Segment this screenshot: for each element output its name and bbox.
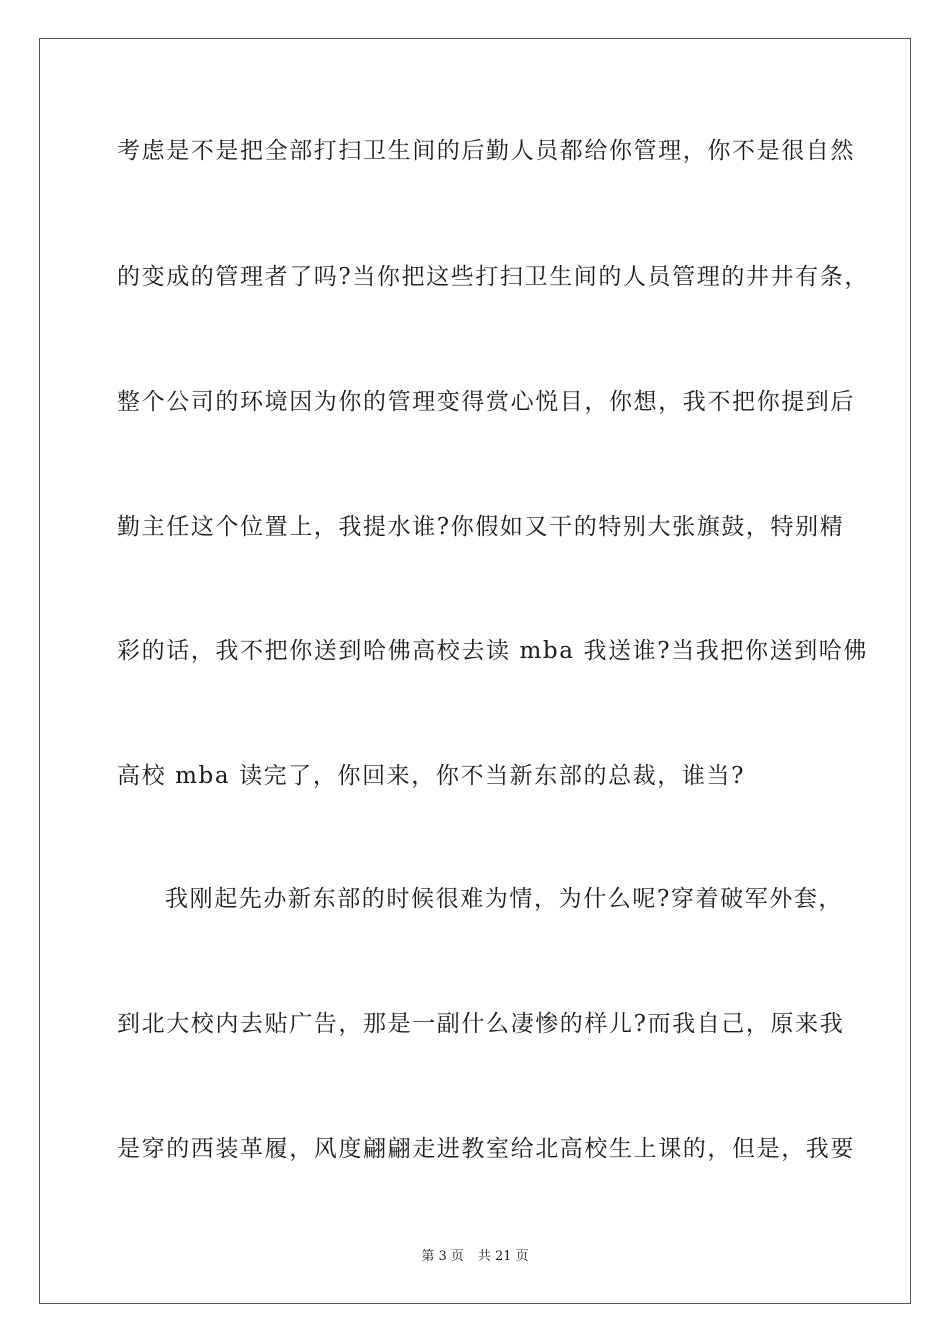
page-number: 第 3 页	[421, 1249, 464, 1264]
body-line-4: 勤主任这个位置上，我提水谁?你假如又干的特别大张旗鼓，特别精	[117, 514, 845, 540]
body-line-6: 高校 mba 读完了，你回来，你不当新东部的总裁，谁当?	[117, 763, 745, 789]
body-line-5: 彩的话，我不把你送到哈佛高校去读 mba 我送谁?当我把你送到哈佛	[117, 638, 868, 664]
body-line-2: 的变成的管理者了吗?当你把这些打扫卫生间的人员管理的井井有条，	[117, 264, 869, 290]
body-line-1: 考虑是不是把全部打扫卫生间的后勤人员都给你管理，你不是很自然	[117, 138, 855, 164]
page-border	[39, 38, 911, 1304]
page-footer	[0, 1248, 950, 1266]
body-line-9: 是穿的西装革履，风度翩翩走进教室给北高校生上课的，但是，我要	[117, 1136, 855, 1162]
body-line-3: 整个公司的环境因为你的管理变得赏心悦目，你想，我不把你提到后	[117, 389, 855, 415]
total-pages: 共 21 页	[477, 1249, 529, 1264]
body-line-8: 到北大校内去贴广告，那是一副什么凄惨的样儿?而我自己，原来我	[117, 1011, 845, 1037]
body-line-7-paragraph-start: 我刚起先办新东部的时候很难为情，为什么呢?穿着破军外套，	[165, 886, 844, 912]
